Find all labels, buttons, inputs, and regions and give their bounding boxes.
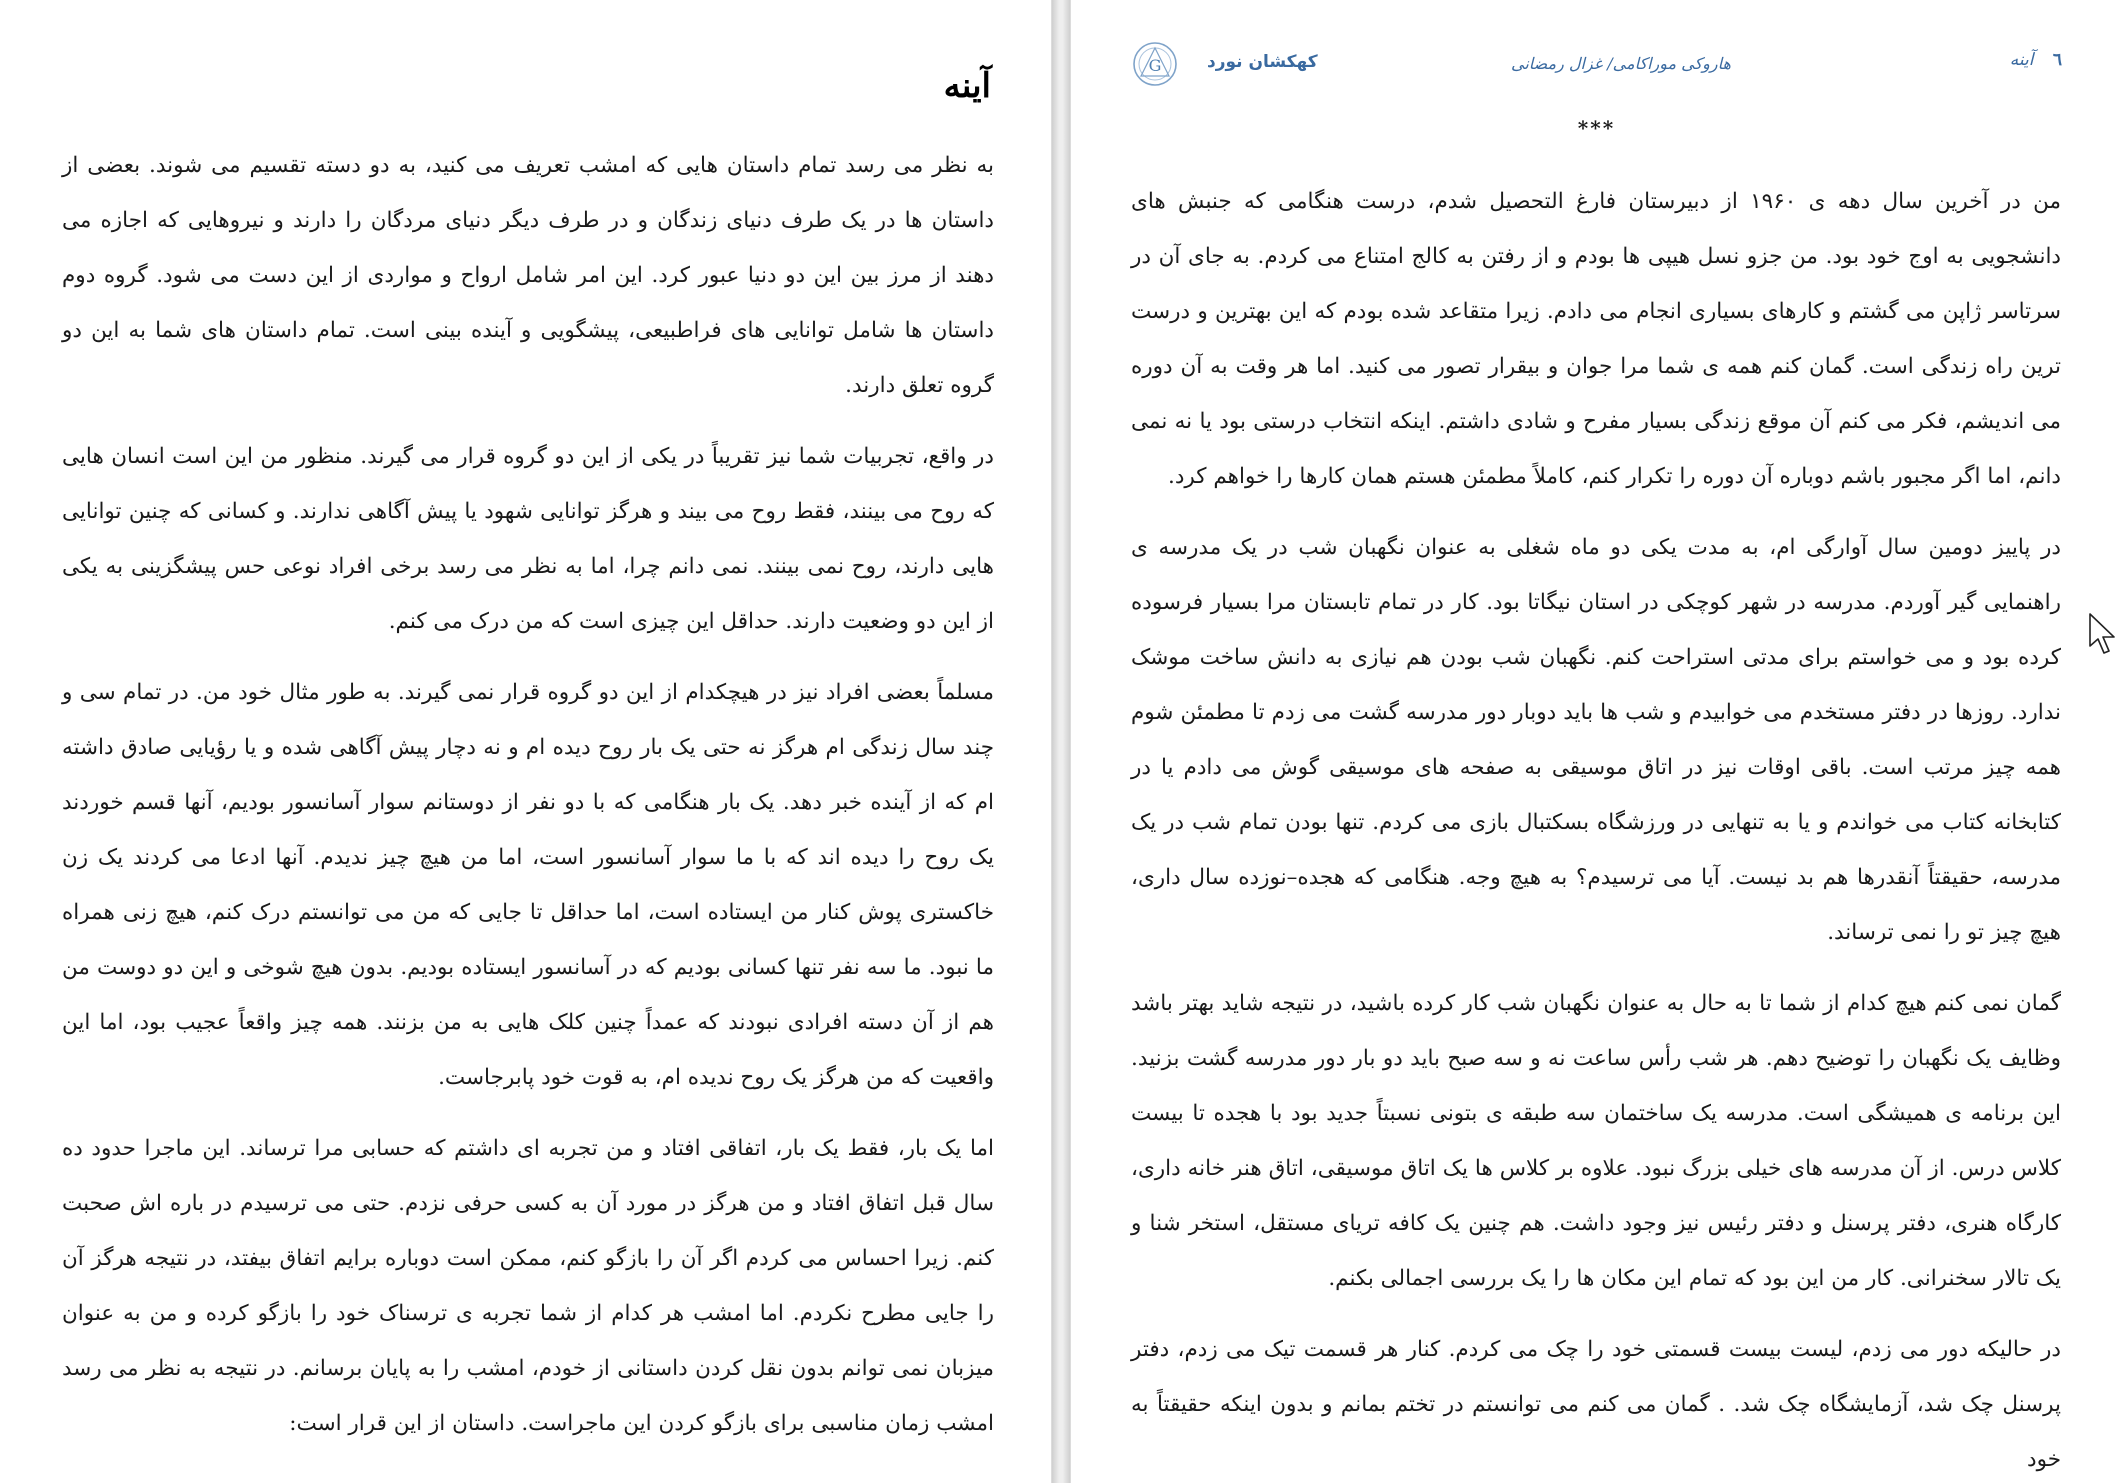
logo-letter: G [1148, 56, 1162, 75]
paragraph: در واقع، تجربیات شما نیز تقریباً در یکی از این دو گروه قرار می گیرند. منظور من این است انسان هایی که روح می بینند، فقط روح می بیند و هرگز توانایی شهود یا پیش آگاهی ندارند. و کسانی که چنین توانایی هایی دارند، روح نمی بینند. نمی دانم چرا، اما به نظر می رسد برخی افراد نوعی حس پیشگزینی به یکی از این دو وضعیت دارند. حداقل این چیزی است که من درک می کنم. [62, 444, 994, 634]
author-translator: هاروکی موراکامی/ غزال رمضانی [1511, 54, 1731, 73]
mouse-pointer-icon [2088, 612, 2118, 656]
running-header [1071, 40, 2121, 90]
paragraph: به نظر می رسد تمام داستان هایی که امشب تعریف می کنید، به دو دسته تقسیم می شوند. بعضی از داستان ها در یک طرف دنیای زندگان و در طرف دیگر دنیای مردگان را دارند و نیروهایی که اجازه می دهند از مرز بین این دو دنیا عبور کرد. این امر شامل ارواح و مواردی از این دست می شود. گروه دوم داستان ها شامل توانایی های فراطبیعی، پیشگویی و آینده بینی است. تمام داستان های شما به این دو گروه تعلق دارند. [62, 153, 994, 398]
page-gutter [1052, 0, 1070, 1483]
paragraph: در پاییز دومین سال آوارگی ام، به مدت یکی دو ماه شغلی به عنوان نگهبان شب در یک مدرسه ی راهنمایی گیر آوردم. مدرسه در شهر کوچکی در استان نیگاتا بود. کار در تمام تابستان مرا بسیار فرسوده کرده بود و می خواستم برای مدتی استراحت کنم. نگهبان شب بودن هم نیازی به دانش ساخت موشک ندارد. روزها در دفتر مستخدم می خوابیدم و شب ها باید دوبار دور مدرسه گشت می زدم تا مطمئن شوم همه چیز مرتب است. باقی اوقات نیز در اتاق موسیقی به صفحه های موسیقی گوش می دادم یا در کتابخانه کتاب می خواندم و یا به تنهایی در ورزشگاه بسکتبال بازی می کردم. تنها بودن تمام شب در یک مدرسه، حقیقتاً آنقدرها هم بد نیست. آیا می ترسیدم؟ به هیچ وجه. هنگامی که هجده–نوزده سال داری، هیچ چیز تو را نمی ترساند. [1131, 535, 2061, 945]
right-page-body [1131, 174, 2061, 1483]
publisher-name: کهکشان نورد [1207, 52, 1318, 72]
paragraph: من در آخرین سال دهه ی ۱۹۶۰ از دبیرستان فارغ التحصیل شدم، درست هنگامی که جنبش های دانشجویی به اوج خود بود. من جزو نسل هیپی ها بودم و از رفتن به کالج امتناع می کردم. به جای آن در سرتاسر ژاپن می گشتم و کارهای بسیاری انجام می دادم. زیرا متقاعد شده بودم که این بهترین و درست ترین راه زندگی است. گمان کنم همه ی شما مرا جوان و بیقرار تصور می کنید. اما هر وقت به آن دوره می اندیشم، فکر می کنم آن موقع زندگی بسیار مفرح و شادی داشتم. اینکه انتخاب درستی بود یا نه نمی دانم، اما اگر مجبور باشم دوباره آن دوره را تکرار کنم، کاملاً مطمئن هستم همان کارها را خواهم کرد. [1131, 189, 2061, 489]
right-page [1070, 0, 2121, 1483]
paragraph: در حالیکه دور می زدم، لیست بیست قسمتی خود را چک می کردم. کنار هر قسمت تیک می زدم، دفتر پرسنل چک شد، آزمایشگاه چک شد. . گمان می کنم می توانستم در تختم بمانم و بدون اینکه حقیقتاً به خود [1131, 1337, 2061, 1472]
page-number: ٦ [2052, 50, 2062, 70]
publisher-logo-icon [1131, 40, 1179, 88]
running-title: آینه [2009, 50, 2034, 70]
paragraph: گمان نمی کنم هیچ کدام از شما تا به حال به عنوان نگهبان شب کار کرده باشید، در نتیجه شاید بهتر باشد وظایف یک نگهبان را توضیح دهم. هر شب رأس ساعت نه و سه صبح باید دو بار دور مدرسه گشت بزنید. این برنامه ی همیشگی است. مدرسه یک ساختمان سه طبقه ی بتونی نسبتاً جدید بود با هجده تا بیست کلاس درس. از آن مدرسه های خیلی بزرگ نبود. علاوه بر کلاس ها یک اتاق موسیقی، اتاق هنر خانه داری، کارگاه هنری، دفتر پرسنل و دفتر رئیس نیز وجود داشت. هم چنین یک کافه تریای مستقل، استخر شنا و یک تالار سخنرانی. کار من این بود که تمام این مکان ها را یک بررسی اجمالی بکنم. [1131, 991, 2061, 1291]
page-number-header [2010, 50, 2062, 70]
left-page-body [62, 138, 994, 1467]
paragraph: اما یک بار، فقط یک بار، اتفاقی افتاد و من تجربه ای داشتم که حسابی مرا ترساند. این ماجرا حدود ده سال قبل اتفاق افتاد و من هرگز در مورد آن به کسی حرفی نزدم. حتی می ترسیدم در باره اش صحبت کنم. زیرا احساس می کردم اگر آن را بازگو کنم، ممکن است دوباره برایم اتفاق بیفتد، در نتیجه هرگز آن را جایی مطرح نکردم. اما امشب هر کدام از شما تجربه ی ترسناک خود را بازگو کرده و من به عنوان میزبان نمی توانم بدون نقل کردن داستانی از خودم، امشب را به پایان برسانم. در نتیجه به نظر می رسد امشب زمان مناسبی برای بازگو کردن این ماجراست. داستان از این قرار است: [62, 1136, 994, 1436]
chapter-title: آینه [943, 66, 991, 106]
left-page [0, 0, 1052, 1483]
paragraph: مسلماً بعضی افراد نیز در هیچکدام از این دو گروه قرار نمی گیرند. به طور مثال خود من. در تمام سی و چند سال زندگی ام هرگز نه حتی یک بار روح دیده ام و نه دچار پیش آگاهی شده و یا رؤیایی صادق داشته ام که از آینده خبر دهد. یک بار هنگامی که با دو نفر از دوستانم سوار آسانسور بودیم، آنها قسم خوردند یک روح را دیده اند که با ما سوار آسانسور است، اما من هیچ چیز ندیدم. آنها ادعا می کردند یک زن خاکستری پوش کنار من ایستاده است، اما حداقل تا جایی که من می توانستم درک کنم، هیچ زنی همراه ما نبود. ما سه نفر تنها کسانی بودیم که در آسانسور ایستاده بودیم. بدون هیچ شوخی و این دو دوست من هم از آن دسته افرادی نبودند که عمداً چنین کلک هایی به من بزنند. همه چیز واقعاً عجیب بود، اما این واقعیت که من هرگز یک روح ندیده ام، به قوت خود پابرجاست. [62, 680, 994, 1090]
section-separator: *** [1577, 116, 1616, 140]
